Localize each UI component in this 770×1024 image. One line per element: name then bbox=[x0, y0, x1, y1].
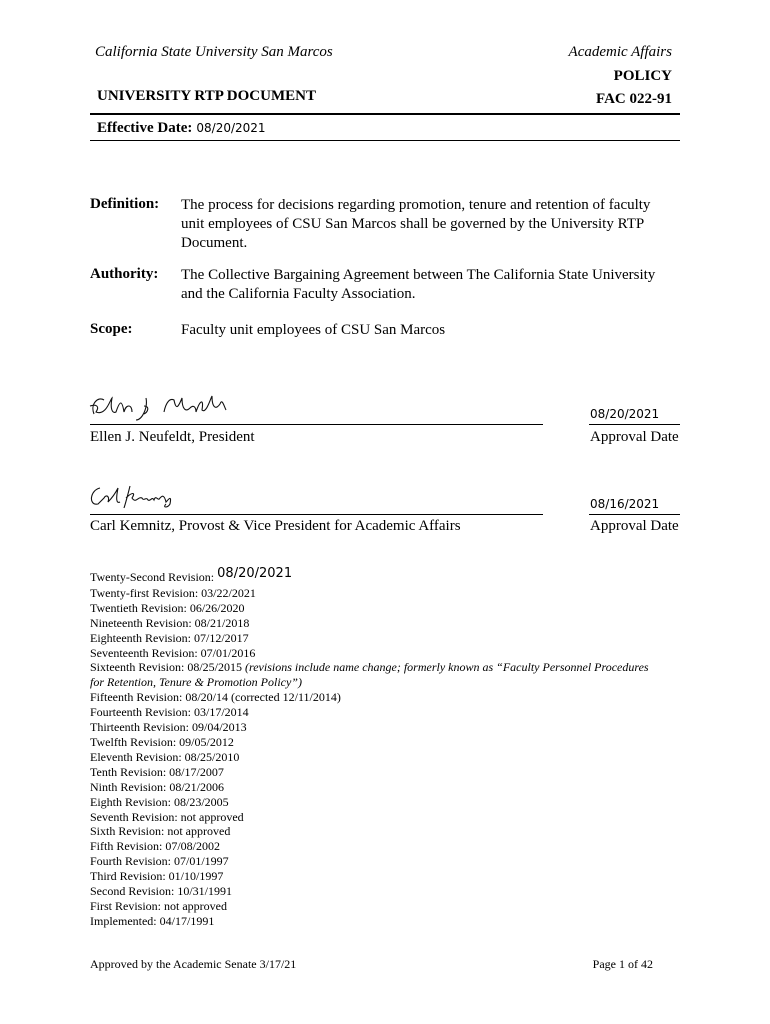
policy-label: POLICY bbox=[613, 68, 672, 84]
revision-22 bbox=[90, 566, 650, 586]
revision-10: Tenth Revision: 08/17/2007 bbox=[90, 764, 224, 779]
provost-name: Carl Kemnitz, Provost & Vice President for Academic Affairs bbox=[90, 518, 461, 534]
division-name: Academic Affairs bbox=[568, 44, 672, 60]
revision-2: Second Revision: 10/31/1991 bbox=[90, 884, 232, 899]
revision-17: Seventeenth Revision: 07/01/2016 bbox=[90, 645, 256, 660]
provost-approval-date: 08/16/2021 bbox=[590, 497, 660, 511]
revision-7: Seventh Revision: not approved bbox=[90, 809, 244, 824]
policy-number: FAC 022-91 bbox=[596, 91, 672, 107]
revision-12: Twelfth Revision: 09/05/2012 bbox=[90, 734, 234, 749]
revision-1: First Revision: not approved bbox=[90, 898, 227, 913]
revision-9: Ninth Revision: 08/21/2006 bbox=[90, 779, 225, 794]
authority-label: Authority: bbox=[90, 266, 159, 282]
effective-date-label: Effective Date: bbox=[97, 120, 193, 136]
revision-18: Eighteenth Revision: 07/12/2017 bbox=[90, 630, 249, 645]
revision-3: Third Revision: 01/10/1997 bbox=[90, 869, 224, 884]
authority-text: The Collective Bargaining Agreement between The California State University and the California Faculty Association. bbox=[181, 267, 656, 302]
header-rule-thin bbox=[90, 140, 680, 141]
definition-text: The process for decisions regarding promotion, tenure and retention of faculty unit employees of CSU San Marcos shall be governed by the University RTP Document. bbox=[181, 197, 651, 251]
president-signature-line bbox=[90, 424, 543, 425]
revision-16 bbox=[90, 660, 650, 690]
revision-4: Fourth Revision: 07/01/1997 bbox=[90, 854, 229, 869]
president-approval-label: Approval Date bbox=[590, 429, 679, 445]
revision-19: Nineteenth Revision: 08/21/2018 bbox=[90, 615, 250, 630]
effective-date-row bbox=[97, 119, 266, 137]
revision-14: Fourteenth Revision: 03/17/2014 bbox=[90, 705, 249, 720]
document-title: UNIVERSITY RTP DOCUMENT bbox=[97, 88, 316, 104]
provost-signature bbox=[86, 480, 186, 514]
president-signature bbox=[86, 390, 236, 424]
implemented-date: Implemented: 04/17/1991 bbox=[90, 913, 215, 928]
revision-5: Fifth Revision: 07/08/2002 bbox=[90, 839, 221, 854]
president-date-line bbox=[589, 424, 680, 425]
revision-16-note: (revisions include name change; formerly known as “Faculty Personnel Procedures for Retention, Tenure & Promotion Policy”) bbox=[90, 660, 649, 690]
president-approval-date: 08/20/2021 bbox=[590, 407, 660, 421]
provost-date-line bbox=[589, 514, 680, 515]
scope-text: Faculty unit employees of CSU San Marcos bbox=[181, 322, 446, 338]
header-rule-thick bbox=[90, 113, 680, 115]
revision-11: Eleventh Revision: 08/25/2010 bbox=[90, 749, 240, 764]
revision-6: Sixth Revision: not approved bbox=[90, 824, 231, 839]
revision-15: Fifteenth Revision: 08/20/14 (corrected 12/11/2014) bbox=[90, 690, 341, 705]
revision-21: Twenty-first Revision: 03/22/2021 bbox=[90, 585, 256, 600]
provost-approval-label: Approval Date bbox=[590, 518, 679, 534]
revision-22-date: 08/20/2021 bbox=[217, 566, 293, 581]
revision-13: Thirteenth Revision: 09/04/2013 bbox=[90, 720, 247, 735]
revision-22-label: Twenty-Second Revision: bbox=[90, 570, 215, 584]
revision-20: Twentieth Revision: 06/26/2020 bbox=[90, 600, 245, 615]
effective-date-value: 08/20/2021 bbox=[196, 121, 266, 135]
provost-signature-line bbox=[90, 514, 543, 515]
footer-approval-note: Approved by the Academic Senate 3/17/21 bbox=[90, 957, 297, 971]
revision-8: Eighth Revision: 08/23/2005 bbox=[90, 794, 229, 809]
president-name: Ellen J. Neufeldt, President bbox=[90, 429, 255, 445]
scope-label: Scope: bbox=[90, 321, 133, 337]
revision-history bbox=[90, 566, 650, 929]
university-name: California State University San Marcos bbox=[95, 44, 333, 60]
revision-16-text: Sixteenth Revision: 08/25/2015 bbox=[90, 660, 242, 675]
page-number: Page 1 of 42 bbox=[592, 957, 653, 971]
definition-label: Definition: bbox=[90, 196, 160, 212]
